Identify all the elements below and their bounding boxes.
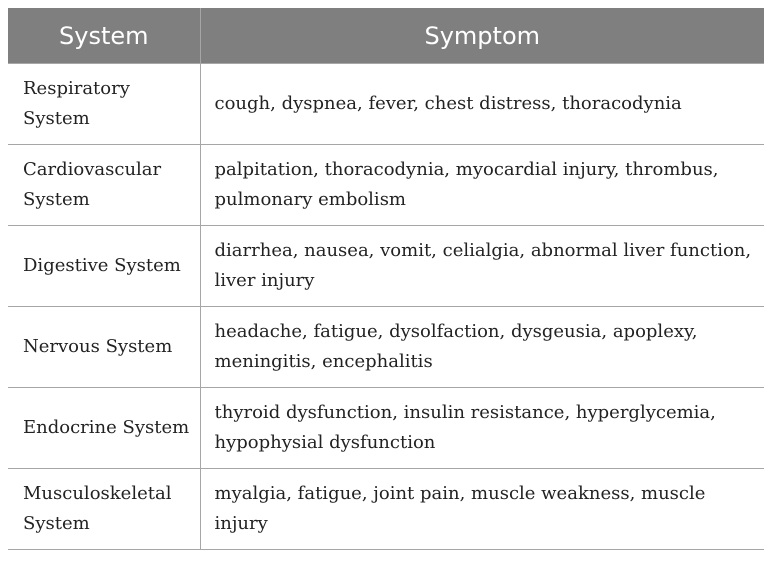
table-header-row xyxy=(8,8,764,64)
symptom-cell-digestive: diarrhea, nausea, vomit, celialgia, abnormal liver function, liver injury xyxy=(200,226,764,307)
symptom-cell-nervous: headache, fatigue, dysolfaction, dysgeusia, apoplexy, meningitis, encephalitis xyxy=(200,307,764,388)
table-row xyxy=(8,307,764,388)
system-cell-cardiovascular: Cardiovascular System xyxy=(8,145,200,226)
symptom-cell-endocrine: thyroid dysfunction, insulin resistance, hyperglycemia, hypophysial dysfunction xyxy=(200,388,764,469)
symptom-table xyxy=(8,8,764,550)
table-row xyxy=(8,226,764,307)
table-row xyxy=(8,469,764,550)
symptom-table-container xyxy=(8,8,764,550)
symptom-cell-respiratory: cough, dyspnea, fever, chest distress, thoracodynia xyxy=(200,64,764,145)
system-cell-respiratory: Respiratory System xyxy=(8,64,200,145)
table-row xyxy=(8,388,764,469)
header-symptom: Symptom xyxy=(200,8,764,64)
table-row xyxy=(8,145,764,226)
header-system: System xyxy=(8,8,200,64)
system-cell-digestive: Digestive System xyxy=(8,226,200,307)
table-row xyxy=(8,64,764,145)
symptom-cell-musculoskeletal: myalgia, fatigue, joint pain, muscle weakness, muscle injury xyxy=(200,469,764,550)
symptom-cell-cardiovascular: palpitation, thoracodynia, myocardial injury, thrombus, pulmonary embolism xyxy=(200,145,764,226)
system-cell-endocrine: Endocrine System xyxy=(8,388,200,469)
system-cell-musculoskeletal: Musculoskeletal System xyxy=(8,469,200,550)
system-cell-nervous: Nervous System xyxy=(8,307,200,388)
